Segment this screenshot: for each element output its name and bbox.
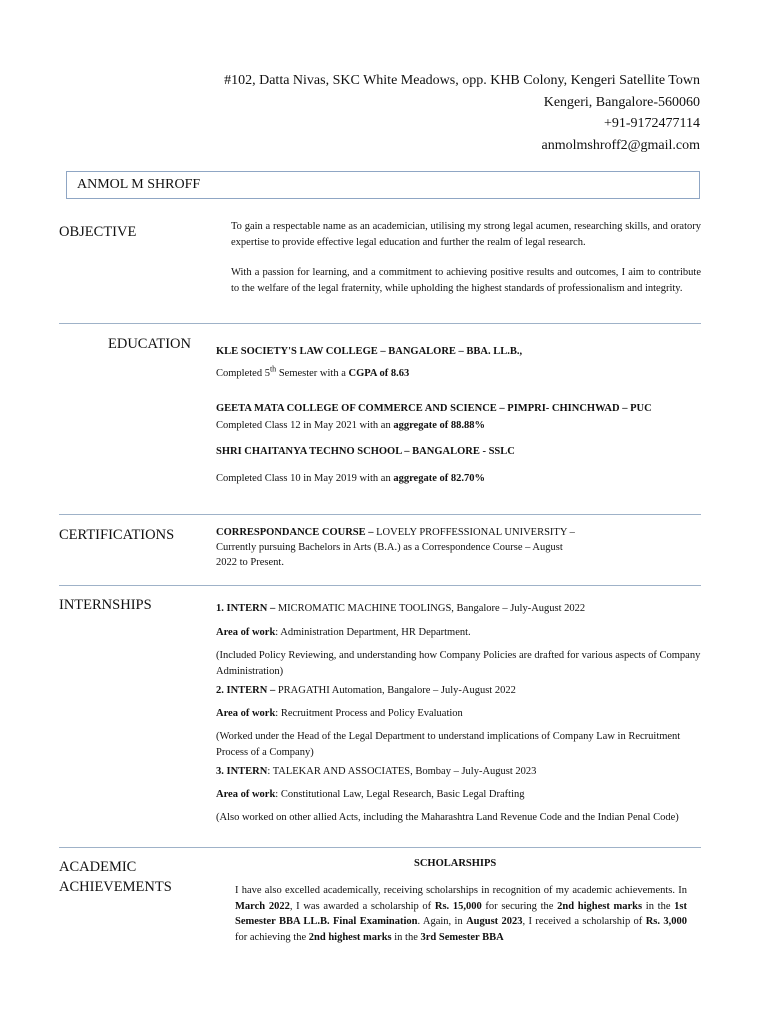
education-detail-text: Completed 5 <box>216 368 270 379</box>
internship-area <box>216 787 701 803</box>
scholarship-text: for securing the <box>481 900 558 912</box>
education-detail-bold: aggregate of 82.70% <box>393 473 485 484</box>
area-label: Area of work <box>216 708 276 719</box>
scholarship-bold: 3rd Semester BBA <box>420 931 504 943</box>
area-value: : Recruitment Process and Policy Evaluation <box>275 708 463 719</box>
address-line-1: #102, Datta Nivas, SKC White Meadows, opp. KHB Colony, Kengeri Satellite Town <box>224 73 700 88</box>
education-detail <box>216 366 701 382</box>
education-item <box>216 344 701 360</box>
education-detail <box>216 471 701 487</box>
scholarship-bold: Rs. 3,000 <box>645 916 687 927</box>
internship-title-rest: PRAGATHI Automation, Bangalore – July-August 2022 <box>275 685 516 696</box>
certification-line-2: Currently pursuing Bachelors in Arts (B.A.) as a Correspondence Course – August <box>216 542 563 553</box>
education-detail-bold: CGPA of 8.63 <box>348 368 410 379</box>
certifications-heading: CERTIFICATIONS <box>59 527 175 543</box>
education-detail-bold: aggregate of 88.88% <box>393 420 485 431</box>
education-title: SHRI CHAITANYA TECHNO SCHOOL – BANGALORE - SSLC <box>216 446 515 457</box>
internship-title-rest: MICROMATIC MACHINE TOOLINGS, Bangalore – July-August 2022 <box>275 603 586 614</box>
name-box <box>66 171 700 199</box>
section-divider <box>59 585 701 586</box>
scholarships-subheading-text: SCHOLARSHIPS <box>414 858 497 869</box>
internship-title-rest: : TALEKAR AND ASSOCIATES, Bombay – July-August 2023 <box>267 766 537 777</box>
scholarship-bold: 1st Semester BBA LL.B. Final Examination <box>235 900 688 927</box>
area-label: Area of work <box>216 627 276 638</box>
email-address: anmolmshroff2@gmail.com <box>541 137 700 153</box>
internship-area <box>216 625 701 641</box>
internship-title <box>216 601 701 617</box>
internship-area <box>216 706 701 722</box>
scholarship-text: , I received a scholarship of <box>522 916 646 927</box>
scholarship-text: in the <box>642 900 675 912</box>
certification-line-3: 2022 to Present. <box>216 557 284 568</box>
scholarship-text: . Again, in <box>417 916 467 927</box>
scholarship-bold: March 2022 <box>235 900 290 912</box>
address-line-2: Kengeri, Bangalore-560060 <box>543 94 700 110</box>
education-detail-text: Completed Class 12 in May 2021 with an <box>216 420 394 431</box>
scholarships-subheading <box>414 856 496 872</box>
scholarship-text: , I was awarded a scholarship of <box>289 900 435 912</box>
scholarship-text: in the <box>391 931 421 943</box>
internship-note: (Also worked on other allied Acts, including the Maharashtra Land Revenue Code and the Indian Penal Code) <box>216 812 679 823</box>
internship-note: (Worked under the Head of the Legal Department to understand implications of Company Law in Recruitment Process of a Company) <box>216 731 681 758</box>
scholarships-paragraph <box>235 883 687 945</box>
internships-heading: INTERNSHIPS <box>59 597 152 613</box>
scholarship-bold: August 2023 <box>466 916 523 927</box>
section-divider <box>59 514 701 515</box>
internship-title-bold: 1. INTERN – <box>216 603 276 614</box>
education-detail-sup: th <box>269 364 277 374</box>
area-label: Area of work <box>216 789 276 800</box>
certification-title-bold: CORRESPONDANCE COURSE – <box>216 527 374 538</box>
education-title: KLE SOCIETY'S LAW COLLEGE – BANGALORE – BBA. LL.B., <box>216 346 523 357</box>
education-item <box>216 444 701 460</box>
internship-title-bold: 3. INTERN <box>216 766 268 777</box>
certification-title-rest: LOVELY PROFFESSIONAL UNIVERSITY – <box>373 527 575 538</box>
phone-number: +91-9172477114 <box>603 116 700 131</box>
objective-paragraph-2: With a passion for learning, and a commitment to achieving positive results and outcomes, I aim to contribute to the welfare of the legal fraternity, while upholding the highest standards of professionalism and integrity. <box>231 267 701 294</box>
internship-title-bold: 2. INTERN – <box>216 685 276 696</box>
scholarship-bold: Rs. 15,000 <box>434 900 482 912</box>
education-detail <box>216 418 701 434</box>
education-detail-text: Semester with a <box>276 368 349 379</box>
objective-heading: OBJECTIVE <box>59 224 137 240</box>
section-divider <box>59 323 701 324</box>
scholarship-text: for achieving the <box>235 931 309 943</box>
scholarship-bold: 2nd highest marks <box>308 931 392 943</box>
education-item <box>216 401 701 417</box>
certification-title <box>216 525 701 541</box>
section-divider <box>59 847 701 848</box>
area-value: : Constitutional Law, Legal Research, Basic Legal Drafting <box>275 789 525 800</box>
internship-title <box>216 683 701 699</box>
scholarship-bold: 2nd highest marks <box>557 900 643 912</box>
candidate-name: ANMOL M SHROFF <box>77 177 201 192</box>
education-title: GEETA MATA COLLEGE OF COMMERCE AND SCIENCE – PIMPRI- CHINCHWAD – PUC <box>216 403 652 414</box>
academic-heading-line-1: ACADEMIC <box>59 859 137 875</box>
academic-heading <box>59 857 172 897</box>
internship-note: (Included Policy Reviewing, and understanding how Company Policies are drafted for various aspects of Company Administration) <box>216 650 701 677</box>
academic-heading-line-2: ACHIEVEMENTS <box>59 879 172 895</box>
education-detail-text: Completed Class 10 in May 2019 with an <box>216 473 394 484</box>
contact-block <box>224 70 700 156</box>
internship-title <box>216 764 701 780</box>
education-heading: EDUCATION <box>108 336 191 352</box>
area-value: : Administration Department, HR Department. <box>275 627 471 638</box>
objective-paragraph-1: To gain a respectable name as an academician, utilising my strong legal acumen, researching skills, and oratory expertise to provide effective legal education and further the realm of legal research. <box>231 221 701 248</box>
scholarship-text: I have also excelled academically, receiving scholarships in recognition of my academic achievements. In <box>235 885 687 896</box>
